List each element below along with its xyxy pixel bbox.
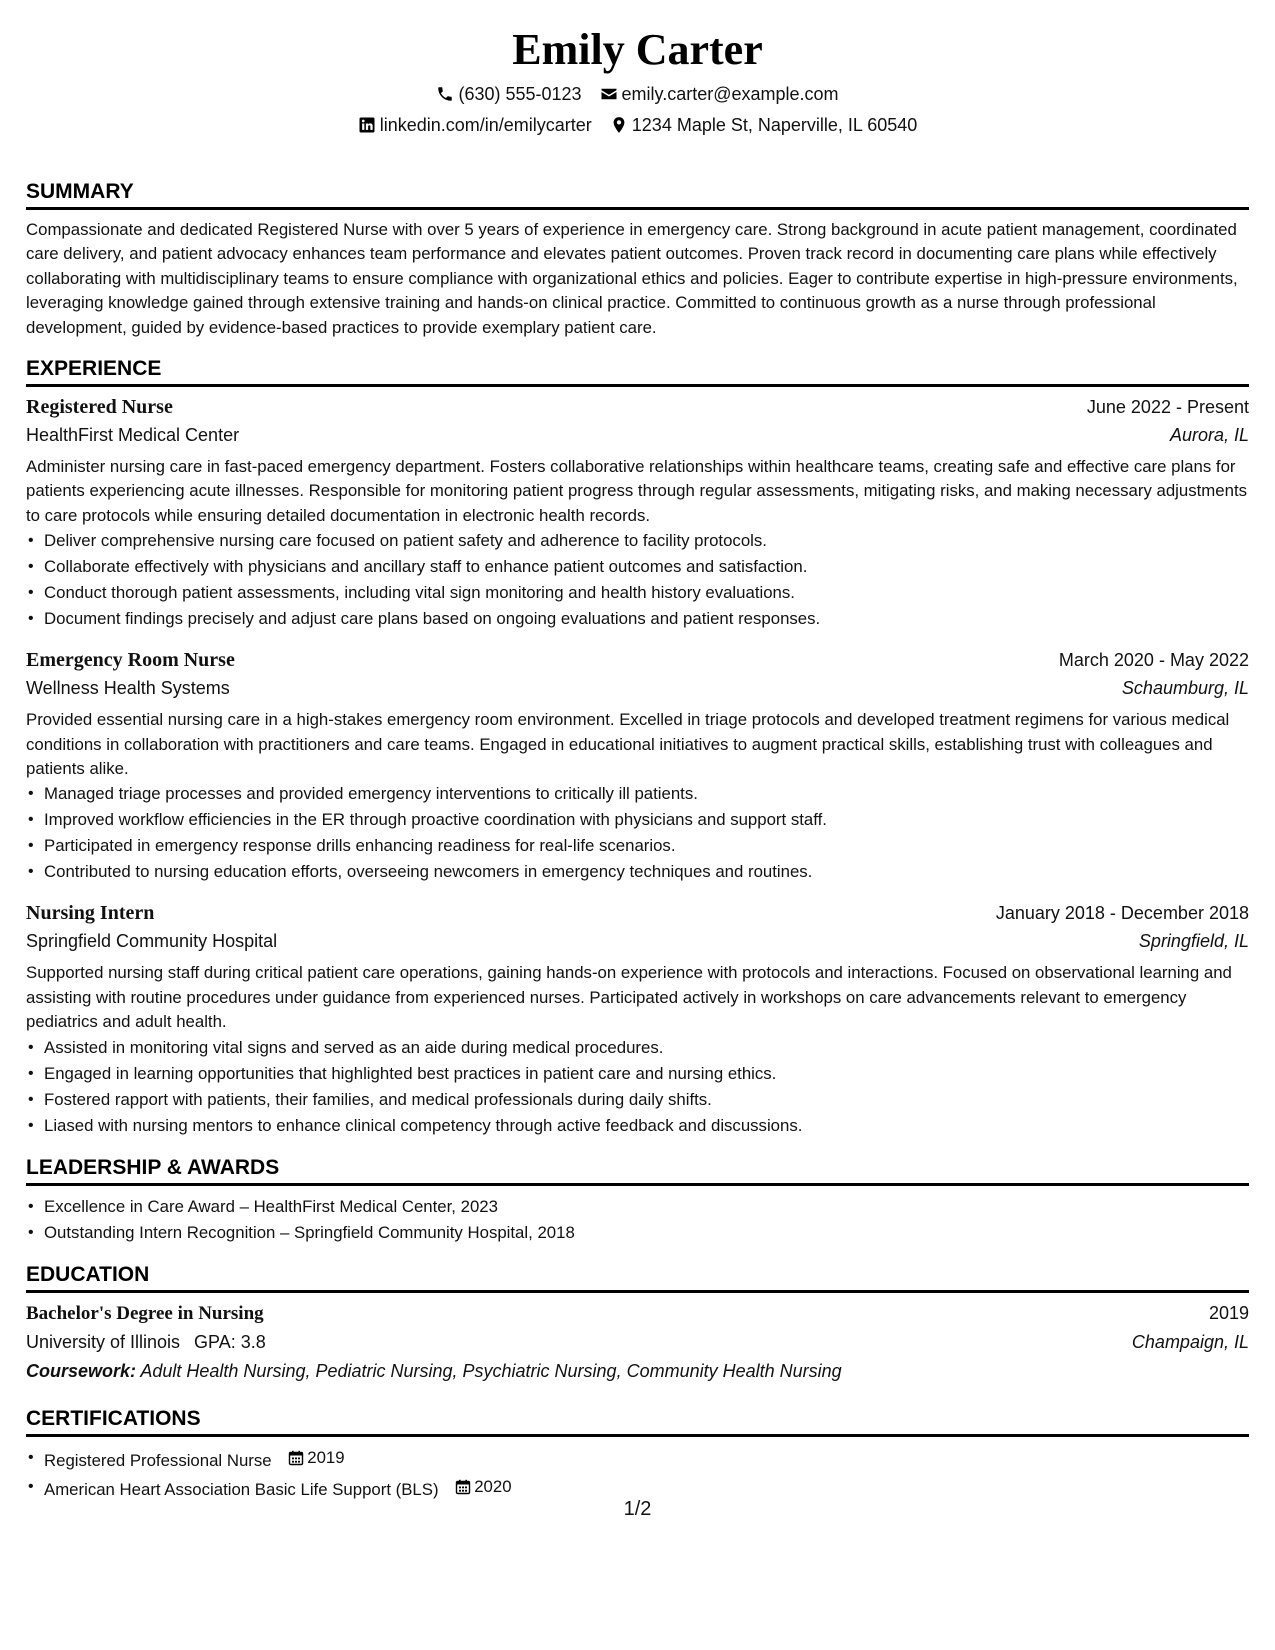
job-location: Schaumburg, IL (1121, 678, 1249, 699)
page-number: 1/2 (623, 1498, 652, 1520)
school-location: Champaign, IL (1131, 1331, 1249, 1352)
section-heading-summary: SUMMARY (26, 179, 1249, 210)
street-address: 1234 Maple St, Naperville, IL 60540 (631, 115, 918, 135)
list-item: • Improved workflow efficiencies in the ER through proactive coordination with physicians and support staff. (26, 807, 1249, 833)
certification-name: American Heart Association Basic Life Support (BLS) (44, 1479, 439, 1499)
linkedin-url[interactable]: linkedin.com/in/emilycarter (379, 115, 592, 135)
certifications-list (26, 1445, 1249, 1503)
coursework-label: Coursework: (26, 1360, 137, 1381)
map-pin-icon (610, 116, 628, 134)
job-location: Aurora, IL (1169, 425, 1249, 446)
section-heading-certifications: CERTIFICATIONS (26, 1406, 1249, 1437)
awards-list (26, 1194, 1249, 1246)
school-name: University of Illinois (26, 1331, 181, 1352)
job-organization: HealthFirst Medical Center (26, 425, 240, 446)
section-heading-awards: LEADERSHIP & AWARDS (26, 1155, 1249, 1186)
job-entry-registered-nurse (26, 393, 1249, 632)
phone-number: (630) 555-0123 (458, 84, 582, 104)
job-description: Provided essential nursing care in a high-stakes emergency room environment. Excelled in triage protocols and developed treatment regimens for various medical conditions in collaboration with practitioners and care teams. Engaged in educational initiatives to augment practical skills, establishing trust with colleagues and patients alike. (26, 710, 1230, 779)
list-item: • Fostered rapport with patients, their families, and medical professionals during daily shifts. (26, 1087, 1249, 1113)
job-dates: March 2020 - May 2022 (1058, 650, 1249, 671)
list-item: • Contributed to nursing education efforts, overseeing newcomers in emergency techniques and routines. (26, 859, 1249, 885)
school-line (26, 1328, 266, 1356)
list-item: • Conduct thorough patient assessments, including vital sign monitoring and health history evaluations. (26, 580, 1249, 606)
contact-row-primary (26, 82, 1249, 106)
contact-phone (436, 82, 581, 106)
awards-section (26, 1155, 1249, 1246)
phone-icon (436, 85, 454, 103)
list-item: • Document findings precisely and adjust care plans based on ongoing evaluations and patient responses. (26, 606, 1249, 632)
list-item: • Excellence in Care Award – HealthFirst Medical Center, 2023 (26, 1194, 1249, 1220)
contact-address (610, 113, 918, 137)
certification-name: Registered Professional Nurse (44, 1450, 272, 1470)
list-item: • Engaged in learning opportunities that highlighted best practices in patient care and nursing ethics. (26, 1061, 1249, 1087)
envelope-icon (600, 85, 618, 103)
summary-text: Compassionate and dedicated Registered Nurse with over 5 years of experience in emergency care. Strong background in acute patient management, coordinated care delivery, and patient advocacy enhances team performance and elevates patient outcomes. Proven track record in documenting care plans while effectively collaborating with multidisciplinary teams to ensure compliance with organizational ethics and policies. Eager to contribute expertise in high-pressure environments, leveraging knowledge gained through extensive training and hands-on clinical practice. Committed to continuous growth as a nurse through professional development, guided by evidence-based practices to provide exemplary patient care. (26, 220, 1238, 337)
list-item: • Collaborate effectively with physicians and ancillary staff to enhance patient outcomes and satisfaction. (26, 554, 1249, 580)
email-address[interactable]: emily.carter@example.com (621, 84, 839, 104)
linkedin-icon (358, 116, 376, 134)
summary-section (26, 179, 1249, 340)
job-organization: Wellness Health Systems (26, 678, 230, 699)
graduation-year: 2019 (1208, 1302, 1249, 1323)
list-item: • Assisted in monitoring vital signs and served as an aide during medical procedures. (26, 1035, 1249, 1061)
contact-row-secondary (26, 113, 1249, 137)
job-title: Nursing Intern (26, 902, 155, 925)
job-bullets (26, 781, 1249, 885)
list-item: • Outstanding Intern Recognition – Springfield Community Hospital, 2018 (26, 1220, 1249, 1246)
calendar-icon (288, 1450, 304, 1466)
job-title: Emergency Room Nurse (26, 649, 235, 672)
section-heading-experience: EXPERIENCE (26, 356, 1249, 387)
certification-year: 2020 (474, 1476, 512, 1496)
education-section (26, 1262, 1249, 1386)
list-item: • Participated in emergency response drills enhancing readiness for real-life scenarios. (26, 833, 1249, 859)
job-organization: Springfield Community Hospital (26, 931, 278, 952)
list-item: • Managed triage processes and provided emergency interventions to critically ill patients. (26, 781, 1249, 807)
list-item: • Liased with nursing mentors to enhance clinical competency through active feedback and discussions. (26, 1113, 1249, 1139)
job-entry-nursing-intern (26, 899, 1249, 1138)
degree-name: Bachelor's Degree in Nursing (26, 1302, 264, 1324)
job-dates: January 2018 - December 2018 (995, 903, 1249, 924)
contact-linkedin[interactable] (358, 113, 592, 137)
list-item: • Deliver comprehensive nursing care focused on patient safety and adherence to facility protocols. (26, 528, 1249, 554)
resume-header (26, 0, 1249, 137)
certification-date (288, 1445, 344, 1471)
job-bullets (26, 528, 1249, 632)
candidate-name: Emily Carter (512, 25, 763, 74)
gpa: GPA: 3.8 (194, 1331, 266, 1352)
list-item (26, 1445, 1249, 1474)
certifications-section (26, 1406, 1249, 1503)
job-description: Administer nursing care in fast-paced emergency department. Fosters collaborative relationships within healthcare teams, creating safe and effective care plans for patients experiencing acute illnesses. Responsible for monitoring patient progress through regular assessments, mitigating risks, and making necessary adjustments to care protocols while ensuring detailed documentation in electronic health records. (26, 457, 1247, 525)
job-dates: June 2022 - Present (1086, 397, 1249, 418)
experience-section (26, 356, 1249, 1139)
job-location: Springfield, IL (1138, 931, 1249, 952)
section-heading-education: EDUCATION (26, 1262, 1249, 1293)
job-entry-emergency-room-nurse (26, 646, 1249, 885)
job-description: Supported nursing staff during critical patient care operations, gaining hands-on experience with protocols and interactions. Focused on observational learning and assisting with routine procedures under guidance from experienced nurses. Participated actively in workshops on care advancements relevant to emergency pediatrics and adult health. (26, 963, 1232, 1032)
calendar-icon (455, 1479, 471, 1495)
job-bullets (26, 1035, 1249, 1139)
certification-year: 2019 (307, 1447, 345, 1467)
coursework-list: Adult Health Nursing, Pediatric Nursing, Psychiatric Nursing, Community Health Nursing (140, 1360, 842, 1381)
contact-email[interactable] (600, 82, 839, 106)
job-title: Registered Nurse (26, 396, 173, 419)
coursework (26, 1356, 1249, 1386)
